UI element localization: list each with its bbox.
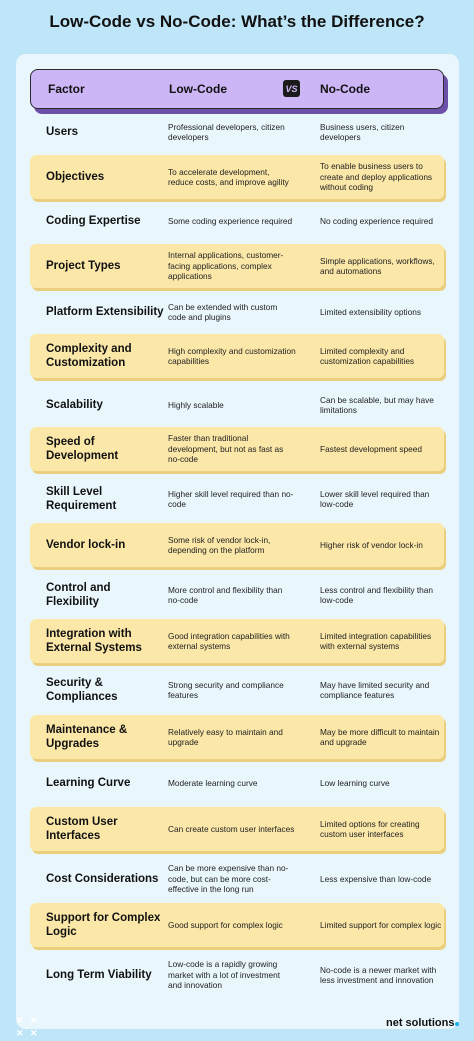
factor-label: Users	[46, 126, 78, 138]
low-code-cell: Strong security and compliance features	[168, 679, 284, 700]
no-code-cell: Can be scalable, but may have limitations	[320, 394, 434, 415]
table-row	[30, 244, 444, 288]
factor-label: Maintenance & Upgrades	[46, 724, 128, 750]
low-code-cell: Internal applications, customer-facing applications, complex applications	[168, 250, 284, 282]
low-code-cell: High complexity and customization capabilities	[168, 345, 296, 366]
table-row	[30, 619, 444, 663]
table-row	[30, 199, 444, 243]
no-code-cell: Limited options for creating custom user interfaces	[320, 818, 420, 839]
no-code-cell: Low learning curve	[320, 777, 390, 788]
no-code-cell: Limited support for complex logic	[320, 919, 442, 930]
table-row	[30, 573, 444, 617]
low-code-cell: Some risk of vendor lock-in, depending on the platform	[168, 534, 271, 555]
brand-logo: net solutions	[386, 1017, 459, 1029]
table-row	[30, 523, 444, 567]
table-row	[30, 953, 444, 997]
table-row	[30, 668, 444, 712]
table-row	[30, 155, 444, 199]
header-low-code: Low-Code	[169, 82, 227, 96]
factor-label: Security & Compliances	[46, 677, 118, 703]
table-row	[30, 857, 444, 901]
factor-label: Speed of Development	[46, 436, 119, 462]
no-code-cell: Business users, citizen developers	[320, 121, 405, 142]
table-row	[30, 427, 444, 471]
factor-label: Coding Expertise	[46, 215, 141, 227]
header-no-code: No-Code	[320, 82, 370, 96]
no-code-cell: May be more difficult to maintain and upgrade	[320, 726, 440, 747]
table-row	[30, 334, 444, 378]
factor-label: Skill Level Requirement	[46, 486, 117, 512]
no-code-cell: Limited extensibility options	[320, 306, 421, 317]
table-row	[30, 383, 444, 427]
vs-badge: VS	[283, 80, 300, 97]
factor-label: Learning Curve	[46, 777, 131, 789]
low-code-cell: More control and flexibility than no-code	[168, 584, 283, 605]
factor-label: Long Term Viability	[46, 969, 152, 981]
low-code-cell: Relatively easy to maintain and upgrade	[168, 726, 283, 747]
no-code-cell: Less expensive than low-code	[320, 873, 432, 884]
header-factor: Factor	[48, 82, 85, 96]
low-code-cell: Good support for complex logic	[168, 919, 283, 930]
table-row	[30, 110, 444, 154]
factor-label: Scalability	[46, 399, 103, 411]
low-code-cell: Faster than traditional development, but not as fast as no-code	[168, 433, 284, 465]
factor-label: Cost Considerations	[46, 873, 159, 885]
table-row	[30, 807, 444, 851]
factor-label: Support for Complex Logic	[46, 912, 161, 938]
no-code-cell: Fastest development speed	[320, 443, 422, 454]
low-code-cell: Can create custom user interfaces	[168, 823, 295, 834]
factor-label: Custom User Interfaces	[46, 816, 118, 842]
no-code-cell: Less control and flexibility than low-code	[320, 584, 433, 605]
table-row	[30, 715, 444, 759]
low-code-cell: Low-code is a rapidly growing market with a lot of investment and innovation	[168, 959, 281, 991]
low-code-cell: Good integration capabilities with external systems	[168, 630, 290, 651]
low-code-cell: Professional developers, citizen developers	[168, 121, 285, 142]
low-code-cell: Highly scalable	[168, 399, 224, 410]
no-code-cell: May have limited security and compliance features	[320, 679, 430, 700]
no-code-cell: Limited complexity and customization capabilities	[320, 345, 415, 366]
no-code-cell: Simple applications, workflows, and automations	[320, 255, 435, 276]
factor-label: Project Types	[46, 260, 121, 272]
factor-label: Control and Flexibility	[46, 582, 111, 608]
no-code-cell: No coding experience required	[320, 215, 434, 226]
table-row	[30, 761, 444, 805]
low-code-cell: Moderate learning curve	[168, 777, 258, 788]
factor-label: Integration with External Systems	[46, 628, 142, 654]
low-code-cell: Some coding experience required	[168, 215, 293, 226]
table-row	[30, 903, 444, 947]
low-code-cell: Can be extended with custom code and plugins	[168, 301, 278, 322]
table-row	[30, 290, 444, 334]
no-code-cell: Limited integration capabilities with external systems	[320, 630, 432, 651]
factor-label: Vendor lock-in	[46, 539, 126, 551]
factor-label: Objectives	[46, 171, 105, 183]
factor-label: Platform Extensibility	[46, 306, 164, 318]
no-code-cell: Lower skill level required than low-code	[320, 488, 430, 509]
low-code-cell: Higher skill level required than no-code	[168, 488, 294, 509]
no-code-cell: To enable business users to create and deploy applications without coding	[320, 161, 433, 193]
low-code-cell: Can be more expensive than no-code, but can be more cost-effective in the long run	[168, 863, 289, 895]
table-header	[30, 69, 444, 109]
factor-label: Complexity and Customization	[46, 343, 132, 369]
no-code-cell: No-code is a newer market with less investment and innovation	[320, 964, 437, 985]
no-code-cell: Higher risk of vendor lock-in	[320, 539, 423, 550]
low-code-cell: To accelerate development, reduce costs, and improve agility	[168, 166, 289, 187]
table-row	[30, 477, 444, 521]
page-title: Low-Code vs No-Code: What’s the Difference?	[49, 12, 425, 31]
